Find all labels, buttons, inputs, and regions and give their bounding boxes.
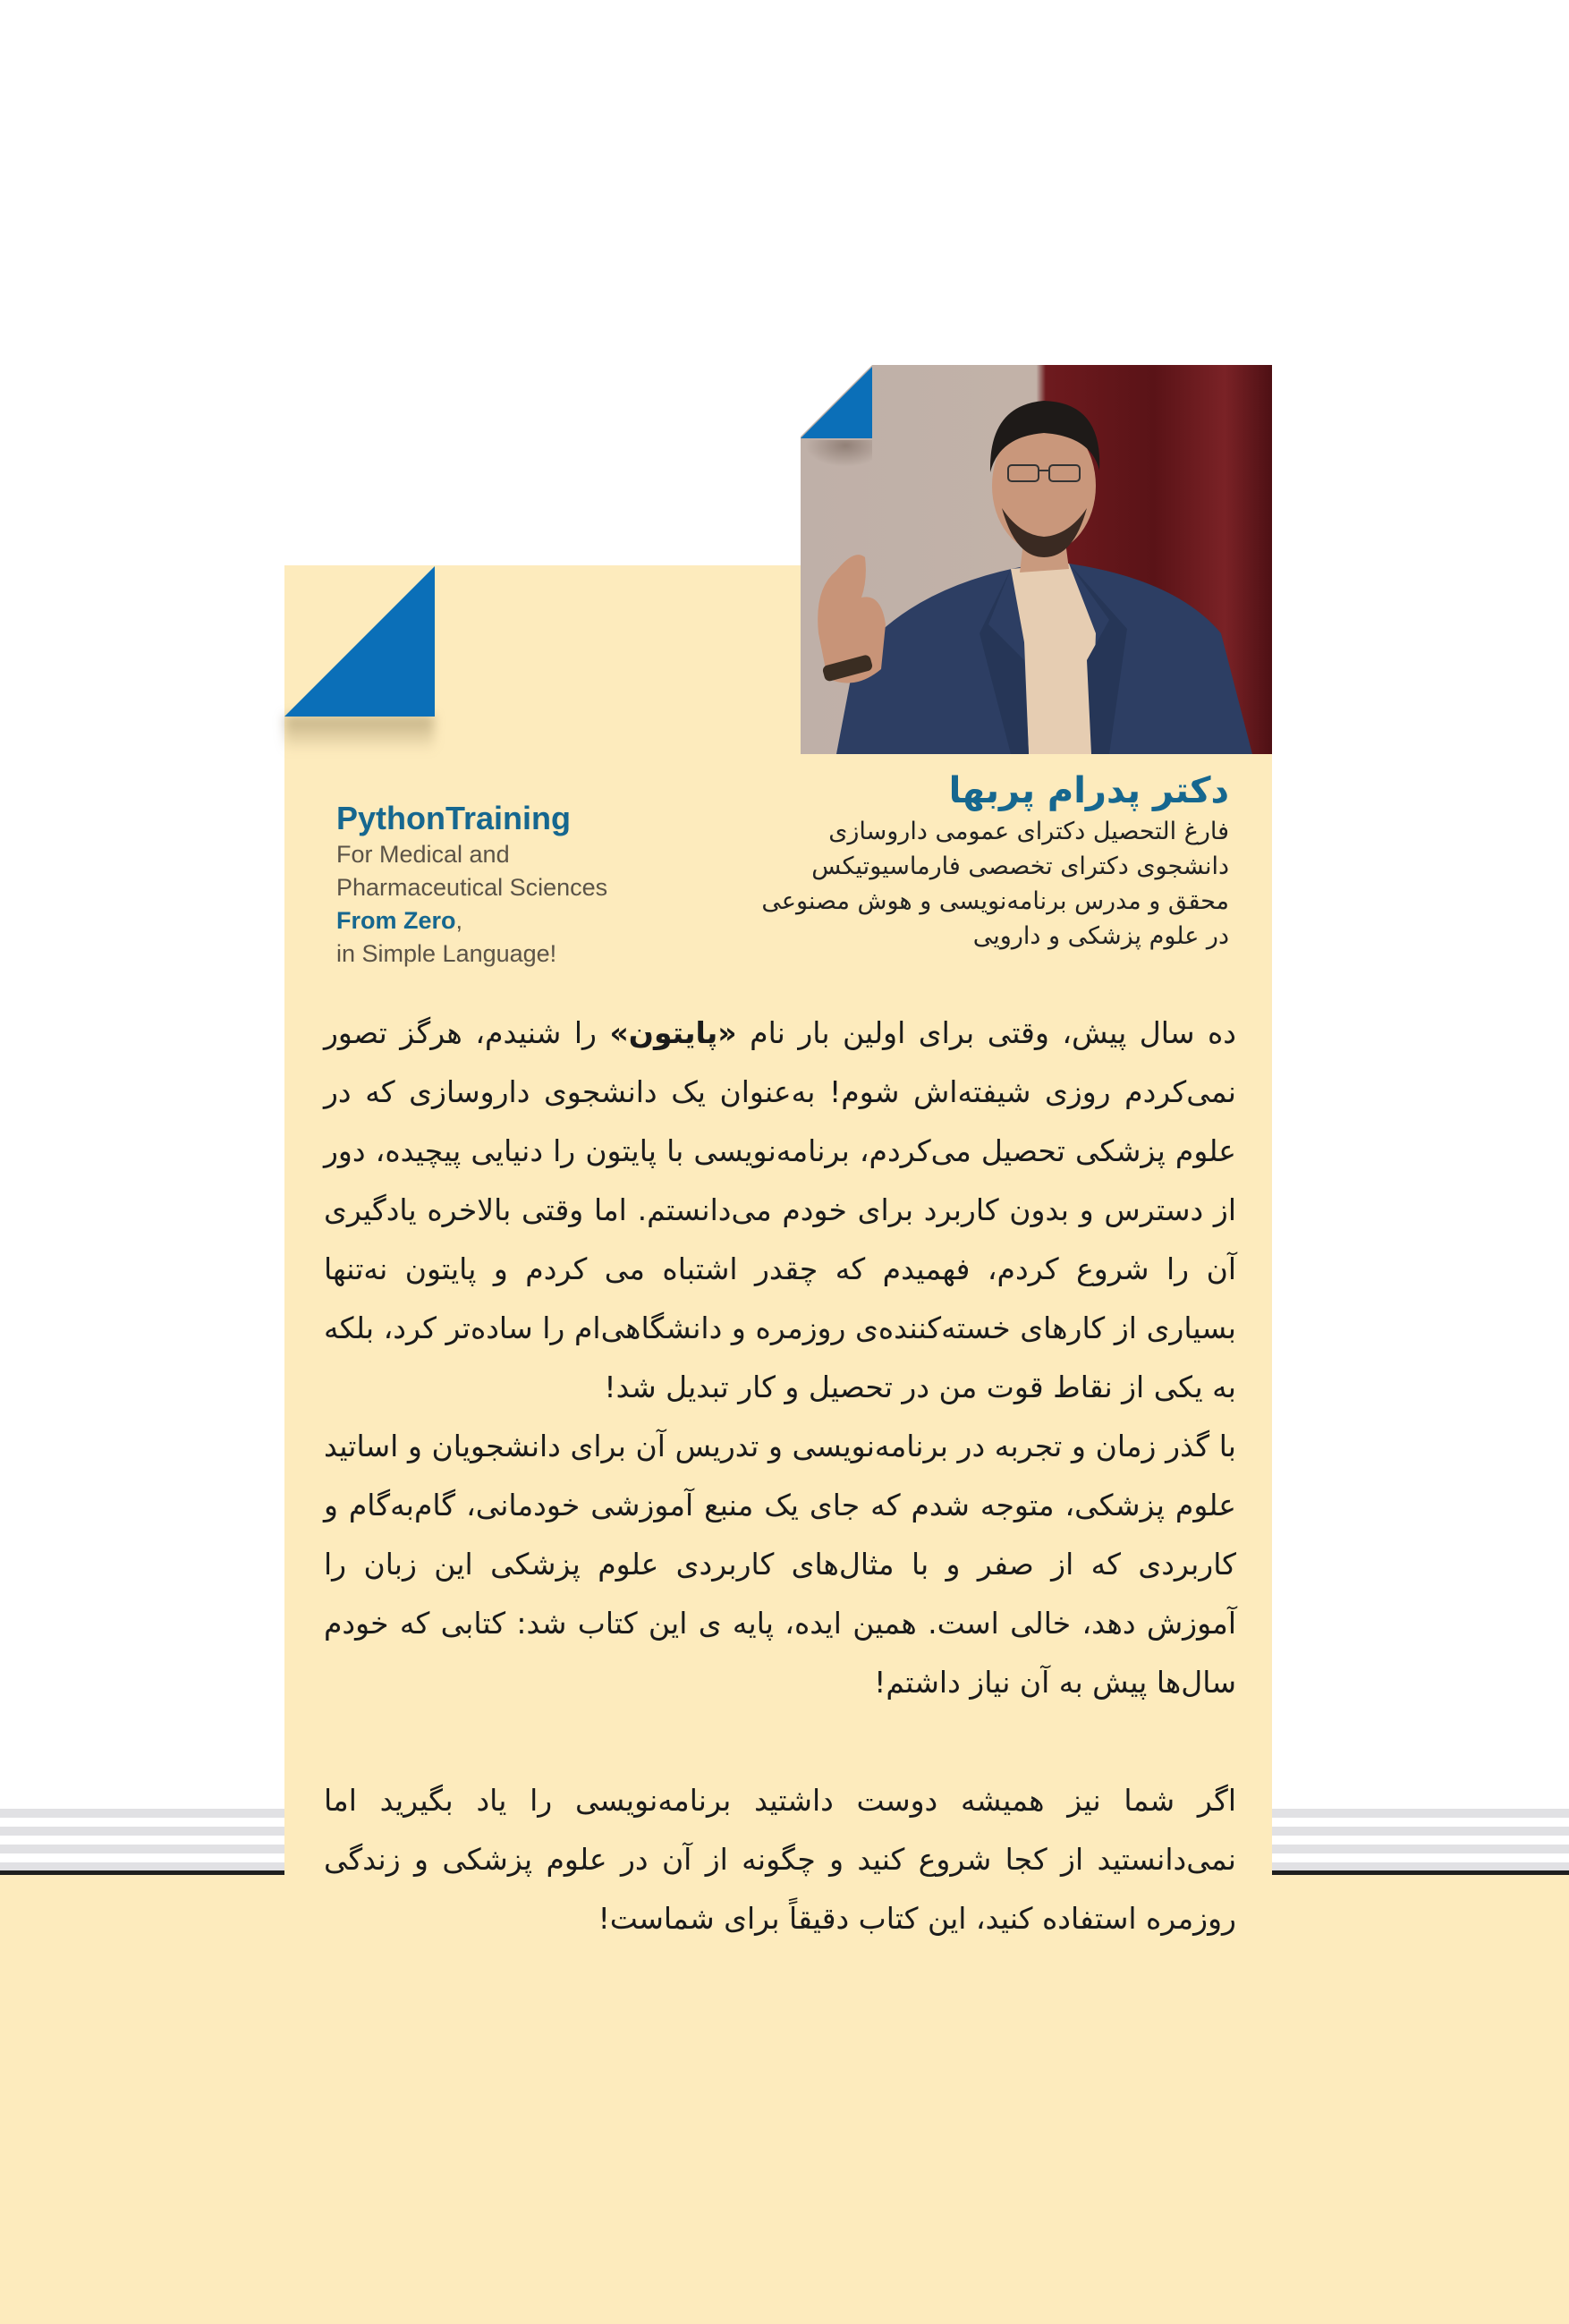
decorative-stripes-left [0, 1809, 284, 1875]
tagline-line: For Medical and [336, 841, 510, 868]
paragraph-closing: اگر شما نیز همیشه دوست داشتید برنامه‌نویسی را یاد بگیرید اما نمی‌دانستید از کجا شروع کنید و چگونه از آن در علوم پزشکی و زندگی روزمره استفاده کنید، این کتاب دقیقاً برای شماست! [324, 1783, 1236, 1936]
paragraph-intro [324, 1004, 1236, 1417]
author-credential: دانشجوی دکترای تخصصی فارماسیوتیکس [811, 852, 1229, 880]
author-info [603, 768, 1229, 954]
tagline-title: PythonTraining [336, 800, 572, 836]
stripe [1272, 1809, 1569, 1818]
decorative-stripes-right [1272, 1809, 1569, 1875]
tagline-accent: From Zero [336, 907, 456, 934]
paragraph-motivation: با گذر زمان و تجربه در برنامه‌نویسی و تدریس آن برای دانشجویان و اساتید علوم پزشکی، متوجه شدم که جای یک منبع آموزشی خودمانی، گام‌به‌گام و کاربردی که از صفر و با مثال‌های کاربردی علوم پزشکی این زبان را آموزش دهد، خالی است. همین ایده، پایه ی این کتاب شد: کتابی که خودم سال‌ها پیش به آن نیاز داشتم! [324, 1429, 1236, 1700]
paragraph-text: ده سال پیش، وقتی برای اولین بار نام [736, 1015, 1236, 1050]
stripe [1272, 1827, 1569, 1836]
author-credential: فارغ التحصیل دکترای عمومی داروسازی [828, 818, 1229, 845]
stripe [0, 1845, 284, 1853]
stripe [0, 1827, 284, 1836]
paragraph-spacer [324, 1712, 1236, 1771]
stripe [1272, 1845, 1569, 1853]
photo-fold-shadow [805, 440, 872, 467]
author-credential: در علوم پزشکی و دارویی [972, 922, 1229, 950]
author-credential: محقق و مدرس برنامه‌نویسی و هوش مصنوعی [761, 887, 1229, 915]
python-keyword: «پایتون» [609, 1015, 737, 1050]
book-tagline [336, 799, 658, 971]
paragraph-text: را شنیدم، هرگز تصور نمی‌کردم روزی شیفته‌اش شوم! به‌عنوان یک دانشجوی داروسازی که در علوم پزشکی تحصیل می‌کردم، برنامه‌نویسی با پایتون را دنیایی پیچیده، دور از دسترس و بدون کاربرد برای خودم می‌دانستم. اما وقتی بالاخره یادگیری آن را شروع کردم، فهمیدم که چقدر اشتباه می کردم و پایتون نه‌تنها بسیاری از کارهای خسته‌کننده‌ی روزمره و دانشگاهی‌ام را ساده‌تر کرد، بلکه به یکی از نقاط قوت من در تحصیل و کار تبدیل شد! [324, 1015, 1236, 1404]
author-name: دکتر پدرام پربها [948, 770, 1229, 811]
tagline-accent-line [336, 904, 658, 937]
body-text [324, 1004, 1236, 1948]
tagline-line: Pharmaceutical Sciences [336, 874, 608, 901]
tagline-line: in Simple Language! [336, 940, 557, 967]
tagline-accent-suffix: , [455, 907, 463, 934]
fold-shadow [284, 716, 434, 751]
stripe [0, 1809, 284, 1818]
